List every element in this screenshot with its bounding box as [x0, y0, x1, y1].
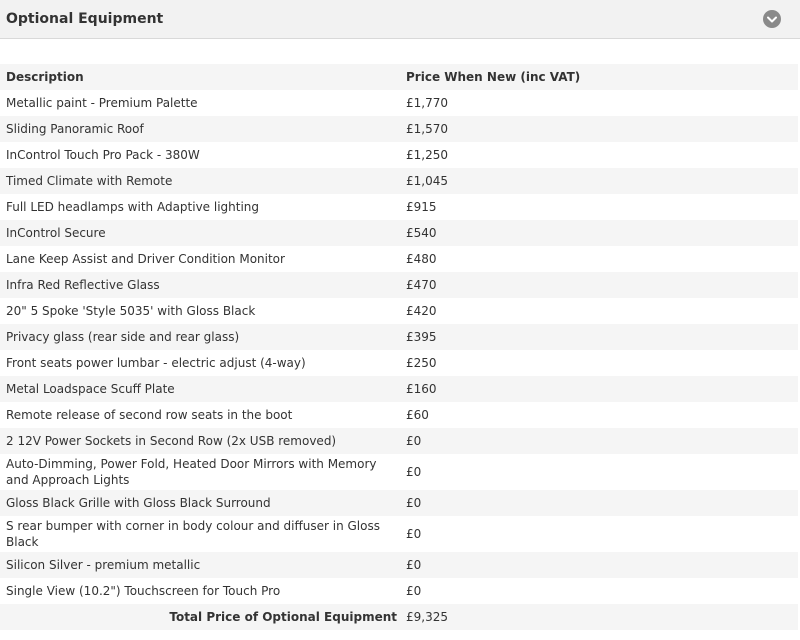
- equipment-description: Metallic paint - Premium Palette: [6, 96, 198, 110]
- table-row: [0, 428, 798, 454]
- column-header-price: Price When New (inc VAT): [406, 70, 581, 84]
- table-row: [0, 142, 798, 168]
- equipment-description: Auto-Dimming, Power Fold, Heated Door Mirrors with Memory and Approach Lights: [6, 457, 377, 487]
- equipment-price: £470: [406, 278, 437, 292]
- table-row: [0, 298, 798, 324]
- equipment-price: £540: [406, 226, 437, 240]
- equipment-description: 20" 5 Spoke 'Style 5035' with Gloss Black: [6, 304, 256, 318]
- equipment-price: £915: [406, 200, 437, 214]
- equipment-price: £250: [406, 356, 437, 370]
- table-row: [0, 454, 798, 490]
- table-row: [0, 272, 798, 298]
- equipment-price: £1,250: [406, 148, 448, 162]
- equipment-price: £160: [406, 382, 437, 396]
- equipment-description: InControl Touch Pro Pack - 380W: [6, 148, 200, 162]
- equipment-price: £0: [406, 465, 422, 479]
- table-row: [0, 350, 798, 376]
- equipment-description: Privacy glass (rear side and rear glass): [6, 330, 240, 344]
- equipment-description: InControl Secure: [6, 226, 106, 240]
- equipment-price: £395: [406, 330, 437, 344]
- equipment-price: £420: [406, 304, 437, 318]
- table-row: [0, 552, 798, 578]
- table-row: [0, 194, 798, 220]
- equipment-description: Front seats power lumbar - electric adjust (4-way): [6, 356, 306, 370]
- table-row: [0, 490, 798, 516]
- equipment-description: Lane Keep Assist and Driver Condition Monitor: [6, 252, 285, 266]
- equipment-description: Remote release of second row seats in the boot: [6, 408, 293, 422]
- table-row: [0, 402, 798, 428]
- equipment-description: Timed Climate with Remote: [6, 174, 173, 188]
- equipment-price: £480: [406, 252, 437, 266]
- equipment-description: Gloss Black Grille with Gloss Black Surround: [6, 496, 271, 510]
- equipment-description: Full LED headlamps with Adaptive lighting: [6, 200, 260, 214]
- equipment-price: £0: [406, 434, 422, 448]
- table-row: [0, 376, 798, 402]
- equipment-description: Silicon Silver - premium metallic: [6, 558, 201, 572]
- equipment-description: Infra Red Reflective Glass: [6, 278, 160, 292]
- table-header-row: [0, 64, 798, 90]
- equipment-price: £1,045: [406, 174, 448, 188]
- table-row: [0, 220, 798, 246]
- column-header-description: Description: [6, 70, 84, 84]
- equipment-description: Metal Loadspace Scuff Plate: [6, 382, 175, 396]
- equipment-price: £1,570: [406, 122, 448, 136]
- equipment-price: £1,770: [406, 96, 448, 110]
- equipment-price: £60: [406, 408, 429, 422]
- total-value: £9,325: [406, 610, 448, 624]
- equipment-description: 2 12V Power Sockets in Second Row (2x USB removed): [6, 434, 337, 448]
- equipment-description: Single View (10.2") Touchscreen for Touch Pro: [6, 584, 281, 598]
- optional-equipment-table: [0, 64, 798, 630]
- equipment-price: £0: [406, 584, 422, 598]
- total-row: [0, 604, 798, 630]
- chevron-down-icon[interactable]: [763, 10, 781, 28]
- equipment-price: £0: [406, 558, 422, 572]
- equipment-price: £0: [406, 496, 422, 510]
- panel-title: Optional Equipment: [6, 11, 164, 27]
- optional-equipment-header[interactable]: [0, 0, 800, 39]
- table-row: [0, 246, 798, 272]
- table-row: [0, 168, 798, 194]
- table-row: [0, 116, 798, 142]
- table-row: [0, 516, 798, 552]
- equipment-price: £0: [406, 527, 422, 541]
- table-row: [0, 578, 798, 604]
- table-row: [0, 90, 798, 116]
- equipment-description: S rear bumper with corner in body colour and diffuser in Gloss Black: [6, 519, 380, 549]
- total-label: Total Price of Optional Equipment: [169, 610, 397, 624]
- table-body: [0, 90, 798, 604]
- equipment-description: Sliding Panoramic Roof: [6, 122, 144, 136]
- table-row: [0, 324, 798, 350]
